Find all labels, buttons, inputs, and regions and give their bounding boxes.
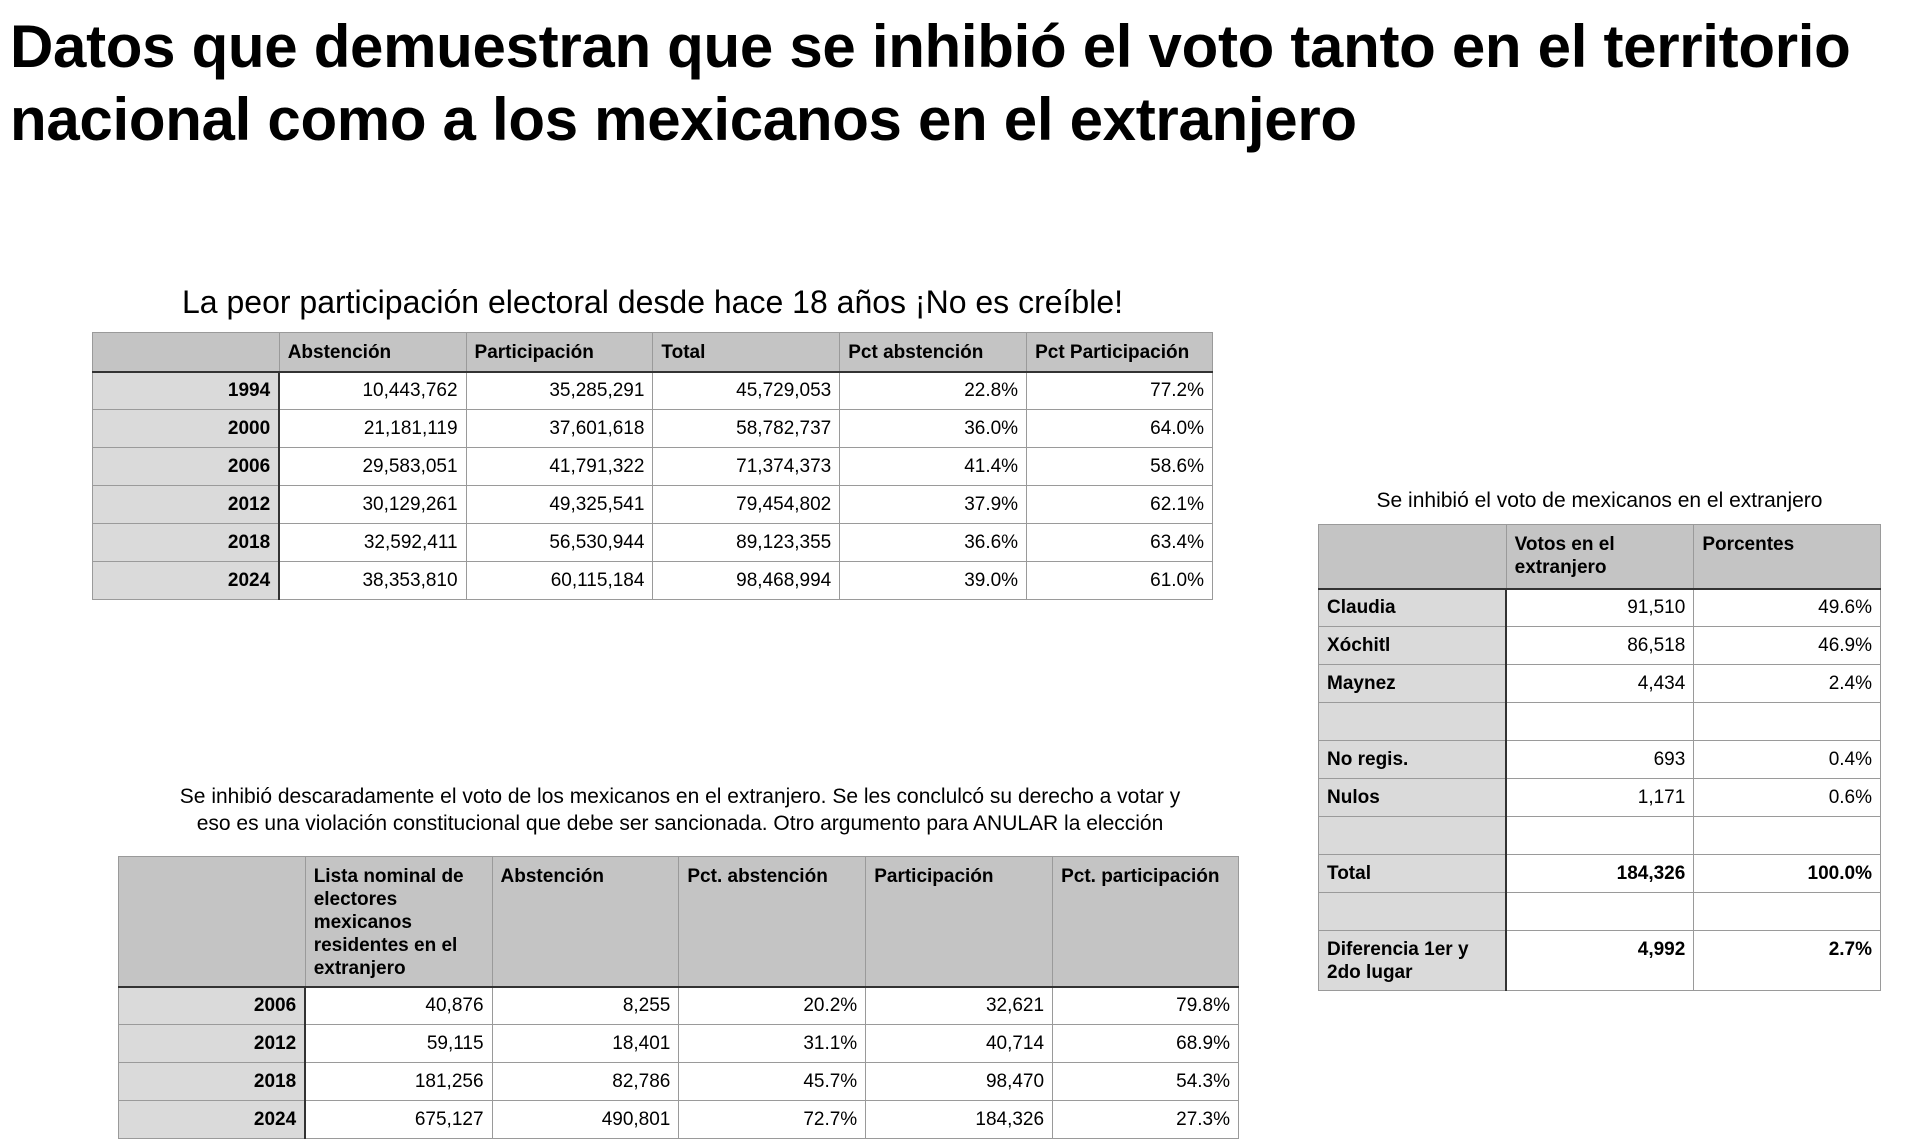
- row-header-year: 2006: [93, 448, 280, 486]
- row-header-label: Total: [1319, 855, 1507, 893]
- table-row: [1319, 741, 1881, 779]
- table-row: [1319, 703, 1881, 741]
- row-header-year: 2024: [93, 562, 280, 600]
- row-header-label: [1319, 893, 1507, 931]
- table-row: [119, 1063, 1239, 1101]
- table-cell: 20.2%: [679, 987, 866, 1025]
- table-cell: 36.0%: [840, 410, 1027, 448]
- table-cell: 45,729,053: [653, 372, 840, 410]
- table-cell: 37,601,618: [466, 410, 653, 448]
- column-header: Abstención: [279, 333, 466, 372]
- table-cell: 39.0%: [840, 562, 1027, 600]
- table-row: [93, 524, 1213, 562]
- column-header: Participación: [466, 333, 653, 372]
- table-cell: 21,181,119: [279, 410, 466, 448]
- participation-table-caption: La peor participación electoral desde hace 18 años ¡No es creíble!: [181, 284, 1123, 320]
- table-cell: 38,353,810: [279, 562, 466, 600]
- column-header: Votos en el extranjero: [1506, 525, 1694, 589]
- table-cell: 82,786: [492, 1063, 679, 1101]
- table-row: [1319, 665, 1881, 703]
- row-header-label: Xóchitl: [1319, 627, 1507, 665]
- table-cell: 31.1%: [679, 1025, 866, 1063]
- table-cell: 18,401: [492, 1025, 679, 1063]
- table-row: [1319, 855, 1881, 893]
- table-cell: 0.6%: [1694, 779, 1881, 817]
- table-cell: 91,510: [1506, 589, 1694, 627]
- table-cell: 45.7%: [679, 1063, 866, 1101]
- abroad-table-caption: [100, 783, 1260, 837]
- table-cell: 98,470: [866, 1063, 1053, 1101]
- table-cell: 4,434: [1506, 665, 1694, 703]
- column-header: Total: [653, 333, 840, 372]
- table-cell: 22.8%: [840, 372, 1027, 410]
- table-cell: 49,325,541: [466, 486, 653, 524]
- table-cell: 100.0%: [1694, 855, 1881, 893]
- row-header-label: No regis.: [1319, 741, 1507, 779]
- row-header-label: Diferencia 1er y 2do lugar: [1319, 931, 1507, 991]
- abroad-caption-line: eso es una violación constitucional que debe ser sancionada. Otro argumento para ANULAR la elección: [196, 812, 1164, 835]
- column-header: Pct. abstención: [679, 857, 866, 987]
- table-cell: 35,285,291: [466, 372, 653, 410]
- table-cell: 89,123,355: [653, 524, 840, 562]
- column-header: Porcentes: [1694, 525, 1881, 589]
- table-cell: 675,127: [305, 1101, 492, 1139]
- table-row: [119, 1101, 1239, 1139]
- table-cell: [1506, 703, 1694, 741]
- table-cell: [1694, 817, 1881, 855]
- row-header-year: 2024: [119, 1101, 306, 1139]
- row-header-year: 2018: [93, 524, 280, 562]
- table-cell: 1,171: [1506, 779, 1694, 817]
- table-cell: 86,518: [1506, 627, 1694, 665]
- table-cell: 58,782,737: [653, 410, 840, 448]
- row-header-label: Maynez: [1319, 665, 1507, 703]
- table-cell: [1694, 703, 1881, 741]
- corner-cell: [93, 333, 280, 372]
- row-header-year: 2018: [119, 1063, 306, 1101]
- votes-abroad-table: [1318, 524, 1881, 991]
- corner-cell: [119, 857, 306, 987]
- table-cell: [1506, 893, 1694, 931]
- table-row: [1319, 779, 1881, 817]
- table-cell: 49.6%: [1694, 589, 1881, 627]
- table-row: [119, 987, 1239, 1025]
- table-cell: 27.3%: [1053, 1101, 1239, 1139]
- table-cell: 58.6%: [1027, 448, 1213, 486]
- table-cell: [1694, 893, 1881, 931]
- table-cell: 2.7%: [1694, 931, 1881, 991]
- table-cell: 98,468,994: [653, 562, 840, 600]
- table-cell: 79.8%: [1053, 987, 1239, 1025]
- table-cell: 40,876: [305, 987, 492, 1025]
- table-cell: 56,530,944: [466, 524, 653, 562]
- row-header-year: 2012: [93, 486, 280, 524]
- table-row: [93, 562, 1213, 600]
- table-cell: 54.3%: [1053, 1063, 1239, 1101]
- table-cell: 2.4%: [1694, 665, 1881, 703]
- table-cell: 62.1%: [1027, 486, 1213, 524]
- table-cell: 59,115: [305, 1025, 492, 1063]
- table-cell: [1506, 817, 1694, 855]
- table-cell: 30,129,261: [279, 486, 466, 524]
- table-cell: 40,714: [866, 1025, 1053, 1063]
- table-cell: 41,791,322: [466, 448, 653, 486]
- row-header-year: 2000: [93, 410, 280, 448]
- row-header-year: 2012: [119, 1025, 306, 1063]
- table-cell: 4,992: [1506, 931, 1694, 991]
- column-header: Pct Participación: [1027, 333, 1213, 372]
- table-cell: 32,621: [866, 987, 1053, 1025]
- table-cell: 61.0%: [1027, 562, 1213, 600]
- row-header-year: 2006: [119, 987, 306, 1025]
- table-cell: 37.9%: [840, 486, 1027, 524]
- column-header: Abstención: [492, 857, 679, 987]
- table-row: [1319, 627, 1881, 665]
- table-cell: 184,326: [866, 1101, 1053, 1139]
- abroad-table: [118, 856, 1239, 1139]
- table-cell: 60,115,184: [466, 562, 653, 600]
- column-header: Participación: [866, 857, 1053, 987]
- table-cell: 79,454,802: [653, 486, 840, 524]
- table-cell: 77.2%: [1027, 372, 1213, 410]
- table-cell: 64.0%: [1027, 410, 1213, 448]
- table-row: [1319, 589, 1881, 627]
- table-row: [93, 486, 1213, 524]
- table-row: [93, 410, 1213, 448]
- table-cell: 46.9%: [1694, 627, 1881, 665]
- table-cell: 72.7%: [679, 1101, 866, 1139]
- table-cell: 8,255: [492, 987, 679, 1025]
- votes-abroad-table-caption: Se inhibió el voto de mexicanos en el extranjero: [1376, 489, 1823, 512]
- table-row: [93, 372, 1213, 410]
- table-cell: 10,443,762: [279, 372, 466, 410]
- table-cell: 184,326: [1506, 855, 1694, 893]
- table-cell: 0.4%: [1694, 741, 1881, 779]
- table-row: [93, 448, 1213, 486]
- table-cell: 32,592,411: [279, 524, 466, 562]
- table-header-row: [119, 857, 1239, 987]
- table-cell: 63.4%: [1027, 524, 1213, 562]
- corner-cell: [1319, 525, 1507, 589]
- row-header-year: 1994: [93, 372, 280, 410]
- table-row: [119, 1025, 1239, 1063]
- table-cell: 71,374,373: [653, 448, 840, 486]
- column-header: Pct. participación: [1053, 857, 1239, 987]
- column-header: Pct abstención: [840, 333, 1027, 372]
- table-row: [1319, 931, 1881, 991]
- table-cell: 693: [1506, 741, 1694, 779]
- column-header: Lista nominal de electores mexicanos residentes en el extranjero: [305, 857, 492, 987]
- row-header-label: [1319, 703, 1507, 741]
- table-cell: 29,583,051: [279, 448, 466, 486]
- table-row: [1319, 817, 1881, 855]
- abroad-caption-line: Se inhibió descaradamente el voto de los mexicanos en el extranjero. Se les conclulcó su derecho a votar y: [179, 785, 1181, 808]
- table-header-row: [93, 333, 1213, 372]
- table-cell: 68.9%: [1053, 1025, 1239, 1063]
- table-cell: 36.6%: [840, 524, 1027, 562]
- page-title: Datos que demuestran que se inhibió el voto tanto en el territorio nacional como a los mexicanos en el extranjero: [10, 13, 1851, 153]
- row-header-label: [1319, 817, 1507, 855]
- table-row: [1319, 893, 1881, 931]
- table-header-row: [1319, 525, 1881, 589]
- row-header-label: Nulos: [1319, 779, 1507, 817]
- participation-table: [92, 332, 1213, 600]
- table-cell: 490,801: [492, 1101, 679, 1139]
- row-header-label: Claudia: [1319, 589, 1507, 627]
- table-cell: 181,256: [305, 1063, 492, 1101]
- table-cell: 41.4%: [840, 448, 1027, 486]
